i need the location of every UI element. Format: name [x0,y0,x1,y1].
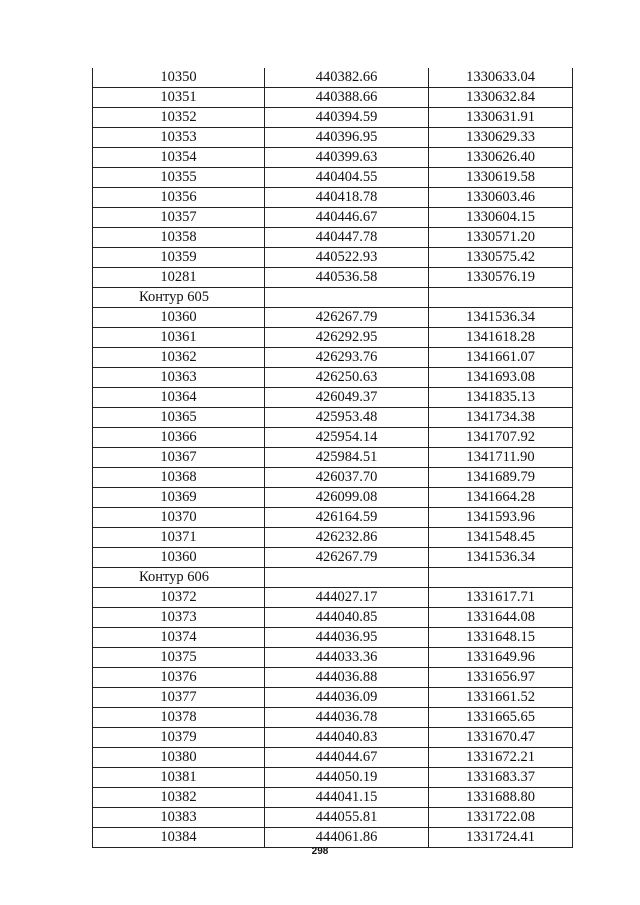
x-coordinate-cell: 426267.79 [265,308,429,328]
x-coordinate-cell: 440404.55 [265,168,429,188]
x-coordinate-cell: 426049.37 [265,388,429,408]
point-number-cell: 10359 [93,248,265,268]
y-coordinate-cell: 1341536.34 [429,548,573,568]
point-number-cell: 10379 [93,728,265,748]
x-coordinate-cell: 440446.67 [265,208,429,228]
x-coordinate-cell: 444044.67 [265,748,429,768]
table-row [93,348,573,368]
table-row [93,628,573,648]
y-coordinate-cell: 1331670.47 [429,728,573,748]
table-row [93,88,573,108]
x-coordinate-cell: 440382.66 [265,68,429,88]
contour-label: Контур 605 [93,288,265,308]
point-number-cell: 10380 [93,748,265,768]
x-coordinate-cell: 440418.78 [265,188,429,208]
y-coordinate-cell: 1330576.19 [429,268,573,288]
point-number-cell: 10368 [93,468,265,488]
table-row [93,608,573,628]
point-number-cell: 10354 [93,148,265,168]
x-coordinate-cell: 444033.36 [265,648,429,668]
table-row [93,228,573,248]
table-row [93,748,573,768]
y-coordinate-cell: 1331661.52 [429,688,573,708]
y-coordinate-cell: 1331617.71 [429,588,573,608]
y-coordinate-cell: 1331656.97 [429,668,573,688]
point-number-cell: 10350 [93,68,265,88]
table-row [93,148,573,168]
coordinates-table [92,68,573,848]
point-number-cell: 10357 [93,208,265,228]
table-row [93,528,573,548]
point-number-cell: 10382 [93,788,265,808]
point-number-cell: 10281 [93,268,265,288]
y-coordinate-cell: 1331724.41 [429,828,573,848]
empty-cell [265,568,429,588]
table-row [93,128,573,148]
y-coordinate-cell: 1331644.08 [429,608,573,628]
table-row [93,268,573,288]
y-coordinate-cell: 1330603.46 [429,188,573,208]
table-row [93,68,573,88]
x-coordinate-cell: 444027.17 [265,588,429,608]
point-number-cell: 10365 [93,408,265,428]
x-coordinate-cell: 444040.85 [265,608,429,628]
y-coordinate-cell: 1341707.92 [429,428,573,448]
point-number-cell: 10377 [93,688,265,708]
x-coordinate-cell: 444036.78 [265,708,429,728]
y-coordinate-cell: 1341548.45 [429,528,573,548]
table-row [93,708,573,728]
point-number-cell: 10366 [93,428,265,448]
table-row [93,168,573,188]
empty-cell [429,288,573,308]
y-coordinate-cell: 1330632.84 [429,88,573,108]
y-coordinate-cell: 1341835.13 [429,388,573,408]
x-coordinate-cell: 425984.51 [265,448,429,468]
empty-cell [429,568,573,588]
empty-cell [265,288,429,308]
point-number-cell: 10352 [93,108,265,128]
point-number-cell: 10384 [93,828,265,848]
x-coordinate-cell: 444055.81 [265,808,429,828]
contour-label: Контур 606 [93,568,265,588]
point-number-cell: 10355 [93,168,265,188]
table-row [93,788,573,808]
table-row [93,248,573,268]
y-coordinate-cell: 1341661.07 [429,348,573,368]
x-coordinate-cell: 444036.09 [265,688,429,708]
x-coordinate-cell: 444036.88 [265,668,429,688]
point-number-cell: 10351 [93,88,265,108]
y-coordinate-cell: 1331672.21 [429,748,573,768]
page-number: 298 [311,846,329,857]
y-coordinate-cell: 1331648.15 [429,628,573,648]
y-coordinate-cell: 1330604.15 [429,208,573,228]
point-number-cell: 10360 [93,548,265,568]
y-coordinate-cell: 1341689.79 [429,468,573,488]
table-row [93,448,573,468]
y-coordinate-cell: 1330633.04 [429,68,573,88]
y-coordinate-cell: 1330631.91 [429,108,573,128]
y-coordinate-cell: 1331722.08 [429,808,573,828]
y-coordinate-cell: 1341711.90 [429,448,573,468]
table-row [93,108,573,128]
point-number-cell: 10373 [93,608,265,628]
table-row [93,468,573,488]
table-row [93,208,573,228]
point-number-cell: 10356 [93,188,265,208]
y-coordinate-cell: 1341734.38 [429,408,573,428]
x-coordinate-cell: 426232.86 [265,528,429,548]
y-coordinate-cell: 1330575.42 [429,248,573,268]
x-coordinate-cell: 426267.79 [265,548,429,568]
x-coordinate-cell: 444041.15 [265,788,429,808]
x-coordinate-cell: 440536.58 [265,268,429,288]
y-coordinate-cell: 1330629.33 [429,128,573,148]
x-coordinate-cell: 444050.19 [265,768,429,788]
table-row [93,308,573,328]
table-row [93,728,573,748]
table-row [93,408,573,428]
table-row [93,548,573,568]
y-coordinate-cell: 1330626.40 [429,148,573,168]
contour-header-row [93,288,573,308]
table-row [93,688,573,708]
point-number-cell: 10372 [93,588,265,608]
x-coordinate-cell: 426250.63 [265,368,429,388]
point-number-cell: 10353 [93,128,265,148]
x-coordinate-cell: 425953.48 [265,408,429,428]
table-row [93,768,573,788]
point-number-cell: 10374 [93,628,265,648]
table-row [93,508,573,528]
point-number-cell: 10381 [93,768,265,788]
y-coordinate-cell: 1341618.28 [429,328,573,348]
table-row [93,388,573,408]
table-row [93,828,573,848]
coordinates-table-body [93,68,573,848]
table-row [93,368,573,388]
table-row [93,328,573,348]
x-coordinate-cell: 426164.59 [265,508,429,528]
y-coordinate-cell: 1330619.58 [429,168,573,188]
x-coordinate-cell: 426099.08 [265,488,429,508]
x-coordinate-cell: 440394.59 [265,108,429,128]
y-coordinate-cell: 1341536.34 [429,308,573,328]
table-row [93,648,573,668]
point-number-cell: 10358 [93,228,265,248]
y-coordinate-cell: 1331665.65 [429,708,573,728]
point-number-cell: 10369 [93,488,265,508]
point-number-cell: 10367 [93,448,265,468]
x-coordinate-cell: 440522.93 [265,248,429,268]
point-number-cell: 10383 [93,808,265,828]
point-number-cell: 10378 [93,708,265,728]
x-coordinate-cell: 440399.63 [265,148,429,168]
x-coordinate-cell: 444061.86 [265,828,429,848]
x-coordinate-cell: 440388.66 [265,88,429,108]
x-coordinate-cell: 444036.95 [265,628,429,648]
point-number-cell: 10363 [93,368,265,388]
x-coordinate-cell: 440396.95 [265,128,429,148]
x-coordinate-cell: 440447.78 [265,228,429,248]
point-number-cell: 10361 [93,328,265,348]
table-row [93,668,573,688]
y-coordinate-cell: 1341664.28 [429,488,573,508]
x-coordinate-cell: 426292.95 [265,328,429,348]
y-coordinate-cell: 1341693.08 [429,368,573,388]
y-coordinate-cell: 1331649.96 [429,648,573,668]
table-row [93,428,573,448]
y-coordinate-cell: 1330571.20 [429,228,573,248]
table-row [93,588,573,608]
point-number-cell: 10371 [93,528,265,548]
table-row [93,488,573,508]
contour-header-row [93,568,573,588]
point-number-cell: 10375 [93,648,265,668]
x-coordinate-cell: 425954.14 [265,428,429,448]
y-coordinate-cell: 1341593.96 [429,508,573,528]
point-number-cell: 10376 [93,668,265,688]
x-coordinate-cell: 426293.76 [265,348,429,368]
y-coordinate-cell: 1331683.37 [429,768,573,788]
y-coordinate-cell: 1331688.80 [429,788,573,808]
x-coordinate-cell: 444040.83 [265,728,429,748]
table-row [93,808,573,828]
point-number-cell: 10362 [93,348,265,368]
x-coordinate-cell: 426037.70 [265,468,429,488]
table-row [93,188,573,208]
point-number-cell: 10364 [93,388,265,408]
point-number-cell: 10370 [93,508,265,528]
point-number-cell: 10360 [93,308,265,328]
